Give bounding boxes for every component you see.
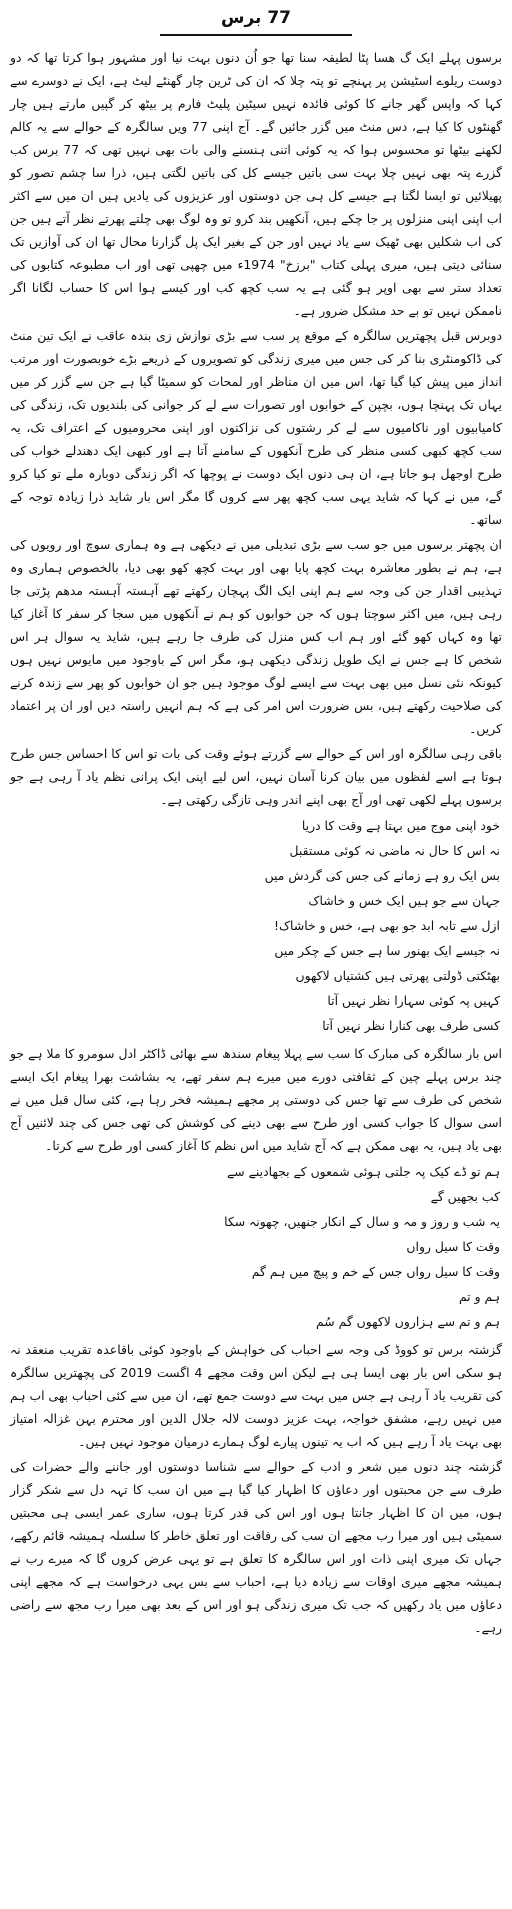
paragraph: دوبرس قبل پچھتریں سالگرہ کے موقع پر سب سے بڑی نوازش زی بندہ عاقب نے ایک تین منٹ کی ڈاکومنٹری بنا کر کی جس میں میری زندگی کو تصویروں کے ذریعے بڑے خوبصورت اور مرتب انداز میں پیش کیا گیا تھا، اس میں ان مناظر اور لمحات کو سمیٹا گیا ہے جن سے گزر کر میں یہاں تک پہنچا ہوں، بچپن کے خوابوں اور تصورات سے لے کر جوانی کی بلندیوں تک، زندگی کی کامیابیوں اور ناکامیوں سے لے کر رشتوں کی نزاکتوں اور اپنی محرومیوں کے اعتراف تک، یہ سب کچھ کبھی کسی منظر کی طرح آنکھوں کے سامنے آتا ہے اور کبھی ایک دھندلے خواب کی طرح اوجھل ہو جاتا ہے، ان ہی دنوں ایک دوست نے پوچھا کہ اگر زندگی دوبارہ ملے تو کیا کرو گے، میں نے کہا کہ شاید یہی سب کچھ پھر سے کروں گا مگر اس بار شاید ذرا زیادہ توجہ کے ساتھ۔ [10, 328, 502, 527]
paragraph: گزشتہ برس تو کووڈ کی وجہ سے احباب کی خواہش کے باوجود کوئی باقاعدہ تقریب منعقد نہ ہو سکی اس بار بھی ایسا ہی ہے لیکن اس وقت مجھے 4 اگست 2019 کی پچھتریں سالگرہ کی تقریب یاد آ رہی ہے جس میں بہت سے دوست جمع تھے، ان میں سے کئی احباب بھی اب ہم میں نہیں رہے، مشفق خواجہ، بہت عزیز دوست لالہ جلال الدین اور محترم بہن غزالہ امتیاز بھی بہت یاد آ رہے ہیں کہ اب یہ تینوں پیارے لوگ ہمارے درمیان موجود نہیں ہیں۔ [10, 1342, 502, 1449]
article-title: 77 برس [220, 8, 291, 28]
paragraph: ان پچھتر برسوں میں جو سب سے بڑی تبدیلی میں نے دیکھی ہے وہ ہماری سوچ اور رویوں کی ہے، ہم نے بطور معاشرہ بہت کچھ پایا بھی اور بہت کچھ کھو بھی دیا، بالخصوص ہماری وہ تہذیبی اقدار جن کی وجہ سے ہم اپنی ایک الگ پہچان رکھتے تھے آہستہ آہستہ مدھم پڑتی جا رہی ہیں، میں اکثر سوچتا ہوں کہ جن خوابوں کو ہم نے آنکھوں میں سجا کر سفر کا آغاز کیا تھا وہ کہاں کھو گئے اور ہم اب کس منزل کی طرف جا رہے ہیں، شاید یہ سوال ہر اس شخص کا ہے جس نے ایک طویل زندگی دیکھی ہو، مگر اس کے باوجود میں مایوس نہیں ہوں کیونکہ نئی نسل میں بھی بہت سے ایسے لوگ موجود ہیں جو ان خوابوں کو پھر سے زندہ کرنے کی صلاحیت رکھتے ہیں، بس ضرورت اس امر کی ہے کہ ہم انہیں راستہ دیں اور ان پر اعتماد کریں۔ [10, 537, 502, 736]
poem-line: ہم تو ڈے کیک پہ جلتی ہوئی شمعوں کے بجھادینے سے [227, 1164, 500, 1179]
poem-line: بھٹکتی ڈولتی پھرتی ہیں کشتیاں لاکھوں [295, 968, 500, 983]
poem-line: نہ جیسے ایک بھنور سا ہے جس کے چکر میں [274, 943, 500, 958]
poem-line: وقت کا سیل رواں جس کے خم و پیچ میں ہم گم [251, 1264, 500, 1279]
paragraph: اس بار سالگرہ کی مبارک کا سب سے پہلا پیغام سندھ سے بھائی ڈاکٹر ادل سومرو کا ملا ہے جو چند برس پہلے چین کے ثقافتی دورے میں میرے ہم سفر تھے، یہ بشاشت بھرا پیغام ایک ایسے شخص کی طرف سے تھا جس کی دوستی پر مجھے ہمیشہ فخر رہا ہے، کئی سال قبل میں نے اسی سوال کا جواب کسی اور طرح سے بھی دینے کی کوشش کی تھی جس کی چند لائنیں آج بھی یاد ہیں، یہ بھی ممکن ہے کہ آج شاید میں اس نظم کا آغاز کسی اور طرح سے کرتا۔ [10, 1046, 502, 1153]
poem-line: جہان سے جو ہیں ایک خس و خاشاک [308, 893, 500, 908]
poem-line: کہیں پہ کوئی سہارا نظر نہیں آتا [327, 993, 500, 1008]
poem-line: ازل سے تابہ ابد جو بھی ہے، خس و خاشاک! [273, 918, 500, 933]
title-underline [160, 34, 352, 36]
poem-line: کسی طرف بھی کنارا نظر نہیں آتا [322, 1018, 500, 1033]
poem-line: کب بجھیں گے [430, 1189, 500, 1204]
poem-block-1 [10, 813, 502, 1038]
poem-line: ہم و تم سے ہزاروں لاکھوں گم سُم [316, 1314, 500, 1329]
poem-line: یہ شب و روز و مہ و سال کے انکار جنھیں، چھونہ سکا [224, 1214, 500, 1229]
poem-line: بس ایک رو ہے زمانے کی جس کی گردش میں [264, 868, 500, 883]
paragraph: گزشتہ چند دنوں میں شعر و ادب کے حوالے سے شناسا دوستوں اور جاننے والے حضرات کی طرف سے جن محبتوں اور دعاؤں کا اظہار کیا گیا ہے میں ان سب کا تہہ دل سے شکر گزار ہوں، میں ان کا اظہار جانتا ہوں اور اس کی قدر کرتا ہوں، ساری عمر ایسی ہی محبتیں سمیٹی ہیں اور میرا رب مجھے ان سب کی رفاقت اور تعلق خاطر کا سلسلہ ہمیشہ قائم رکھے، جہاں تک میری اپنی ذات اور اس سالگرہ کا تعلق ہے تو یہی عرض کروں گا کہ میرے رب نے ہمیشہ مجھے میری اوقات سے زیادہ دیا ہے، احباب سے بس یہی درخواست ہے کہ مجھے اپنی دعاؤں میں یاد رکھیں کہ جب تک میری زندگی ہو اور اس کے بعد بھی میرا رب مجھ سے راضی رہے۔ [10, 1459, 502, 1635]
paragraph: باقی رہی سالگرہ اور اس کے حوالے سے گزرتے ہوئے وقت کی بات تو اس کا احساس جس طرح ہوتا ہے اسے لفظوں میں بیان کرنا آسان نہیں، اس لیے اپنی ایک پرانی نظم یاد آ رہی ہے جو برسوں پہلے لکھی تھی اور آج بھی اپنے اندر وہی تازگی رکھتی ہے۔ [10, 746, 502, 807]
paragraph: برسوں پہلے ایک گ ھسا پٹا لطیفہ سنا تھا جو اُن دنوں بہت نیا اور مشہور ہوا کرتا تھا کہ دو دوست ریلوے اسٹیشن پر پہنچے تو پتہ چلا کہ ان کی ٹرین چار گھنٹے لیٹ ہے، ایک نے دوسرے سے کہا کہ واپس گھر جانے کا کوئی فائدہ نہیں سیٹین پلیٹ فارم پر بیٹھ کر گپیں مارتے ہیں چار گھنٹوں کا کیا ہے، دس منٹ میں گزر جائیں گے۔ آج اپنی 77 ویں سالگرہ کے حوالے سے یہ کالم لکھنے بیٹھا تو محسوس ہوا کہ یہ کوئی اتنی ہنسنے والی بات بھی نہیں تھی کہ 77 برس کب گزرے پتہ بھی نہیں چلا بہت سی باتیں جیسے کل کی باتیں لگتی ہیں، ذرا سا چشم تصور کو پھیلائیں تو ایسا لگتا ہے جیسے کل ہی جن دوستوں اور عزیزوں کی یادیں ہیں ان میں سے اکثر اب اپنی اپنی منزلوں پر جا چکے ہیں، آنکھیں بند کرو تو وہ لوگ بھی چلتے پھرتے نظر آتے ہیں جن کی اب شکلیں بھی ٹھیک سے یاد نہیں اور جن کے بغیر ایک پل گزارنا محال تھا ان کی آوازیں تک سنائی دیتی ہیں، میری پہلی کتاب "برزخ" 1974ء میں چھپی تھی اور اب مطبوعہ کتابوں کی تعداد ستر سے بھی اوپر ہو گئی ہے یہ سب کچھ کب اور کیسے ہوا اس کا حساب لگانا اگر ناممکن نہیں تو بے حد مشکل ضرور ہے۔ [10, 50, 503, 318]
poem-line: ہم و تم [458, 1289, 500, 1304]
poem-line: وقت کا سیل رواں [406, 1239, 500, 1254]
poem-block-2 [10, 1159, 502, 1334]
poem-line: نہ اس کا حال نہ ماضی نہ کوئی مستقبل [289, 843, 500, 858]
poem-line: خود اپنی موج میں بہتا ہے وقت کا دریا [301, 818, 500, 833]
